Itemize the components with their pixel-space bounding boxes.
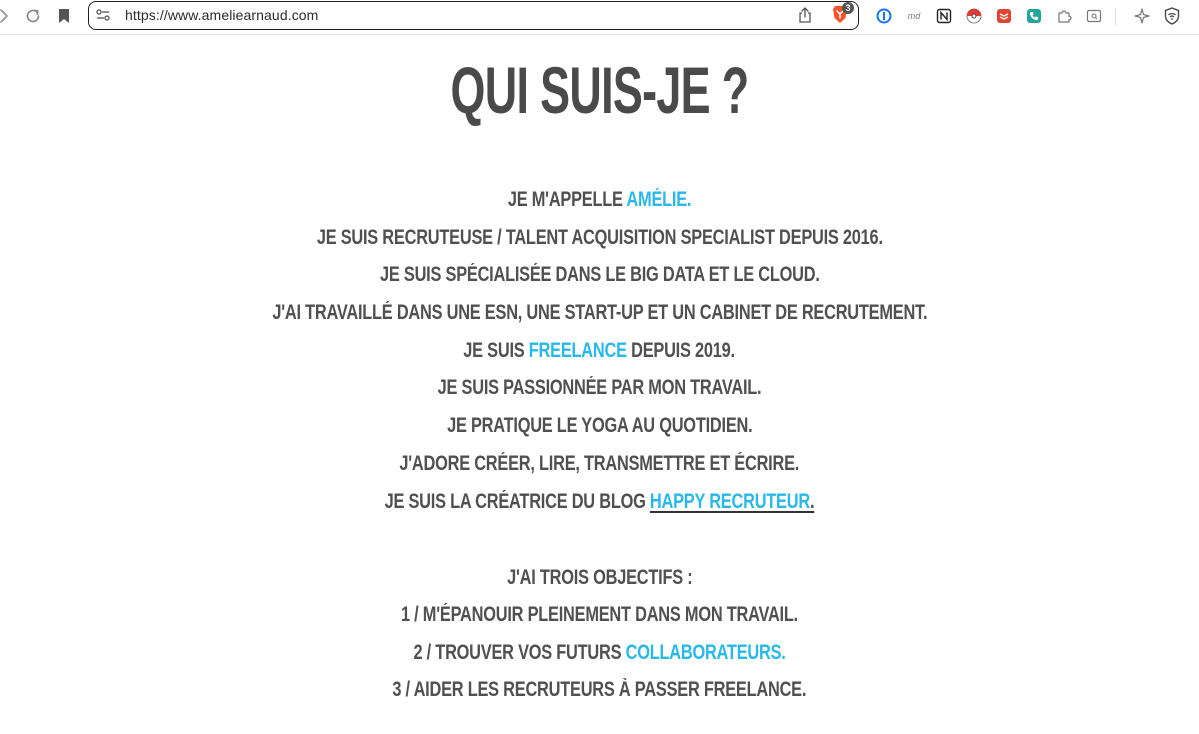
browser-toolbar — [0, 0, 1199, 35]
markdown-icon[interactable]: md — [907, 11, 921, 21]
objective-item: 2 / TROUVER VOS FUTURS COLLABORATEURS. — [413, 641, 786, 664]
reload-icon[interactable] — [23, 6, 43, 26]
name-highlight: AMÉLIE. — [626, 188, 692, 211]
objective-item: 1 / M'ÉPANOUIR PLEINEMENT DANS MON TRAVAIL. — [401, 603, 798, 626]
bookmark-icon[interactable] — [54, 6, 74, 26]
intro-line: JE PRATIQUE LE YOGA AU QUOTIDIEN. — [446, 414, 753, 437]
share-icon[interactable] — [797, 7, 813, 23]
ai-sparkle-icon[interactable] — [1132, 6, 1152, 26]
collaborateurs-highlight: COLLABORATEURS. — [625, 641, 786, 664]
freelance-highlight: FREELANCE — [529, 339, 628, 362]
url-text[interactable]: https://www.ameliearnaud.com — [125, 7, 319, 23]
intro-line: JE SUIS RECRUTEUSE / TALENT ACQUISITION SPECIALIST DEPUIS 2016. — [316, 226, 883, 249]
vpn-shield-icon[interactable] — [1162, 6, 1182, 26]
phone-extension-icon[interactable] — [1024, 6, 1044, 26]
forward-icon[interactable] — [0, 6, 14, 26]
toolbar-divider — [1115, 8, 1116, 25]
happy-recruteur-link[interactable]: HAPPY RECRUTEUR. — [649, 490, 815, 513]
onepassword-icon[interactable] — [874, 6, 894, 26]
reader-icon[interactable] — [1084, 6, 1104, 26]
intro-line: JE SUIS LA CRÉATRICE DU BLOG HAPPY RECRUTEUR. — [384, 490, 815, 513]
address-bar[interactable] — [88, 1, 859, 30]
shields-count-badge: 3 — [842, 2, 854, 14]
intro-line: JE SUIS SPÉCIALISÉE DANS LE BIG DATA ET LE CLOUD. — [379, 263, 820, 286]
intro-line: JE SUIS FREELANCE DEPUIS 2019. — [463, 339, 736, 362]
pokeball-icon[interactable] — [964, 6, 984, 26]
about-section — [0, 36, 1199, 734]
intro-line: J'AI TRAVAILLÉ DANS UNE ESN, UNE START-UP ET UN CABINET DE RECRUTEMENT. — [272, 301, 927, 324]
intro-line: JE M'APPELLE AMÉLIE. — [507, 188, 692, 211]
page-title: QUI SUIS-JE ? — [450, 53, 749, 127]
puzzle-icon[interactable] — [1054, 6, 1074, 26]
intro-line: JE SUIS PASSIONNÉE PAR MON TRAVAIL. — [437, 376, 762, 399]
objectives-heading: J'AI TROIS OBJECTIFS : — [506, 566, 693, 589]
objective-item: 3 / AIDER LES RECRUTEURS À PASSER FREELANCE. — [392, 678, 807, 701]
notion-icon[interactable] — [934, 6, 954, 26]
site-settings-icon[interactable] — [95, 7, 111, 23]
todoist-icon[interactable] — [994, 6, 1014, 26]
intro-line: J'ADORE CRÉER, LIRE, TRANSMETTRE ET ÉCRIRE. — [399, 452, 800, 475]
